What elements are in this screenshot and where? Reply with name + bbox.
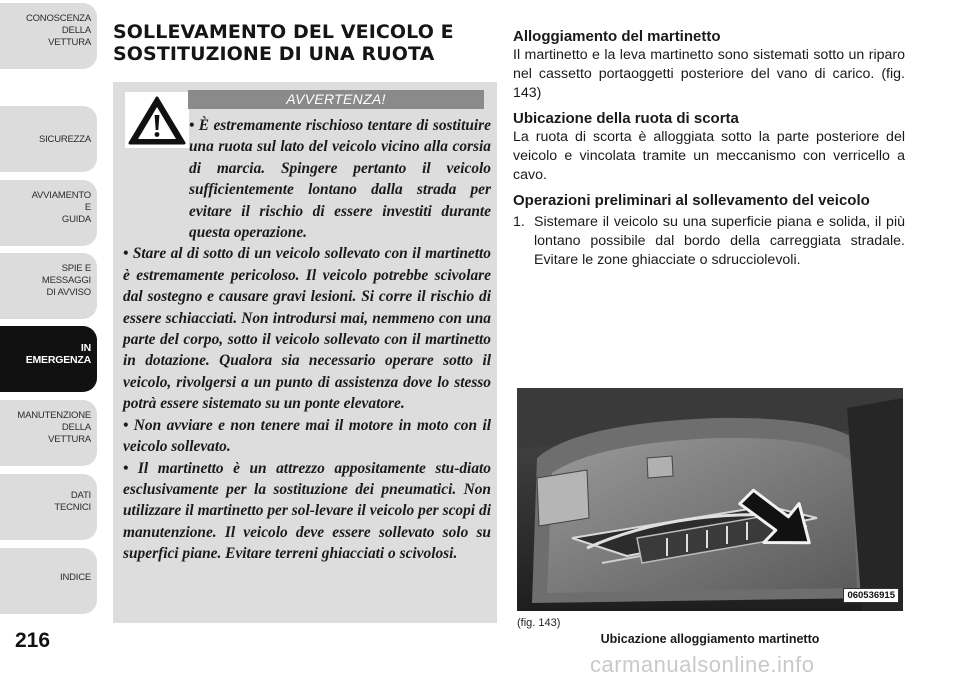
tab-label: E: [84, 202, 91, 213]
tab-label: MANUTENZIONE: [17, 410, 91, 421]
tab-label: CONOSCENZA: [25, 13, 91, 24]
tab-label: SPIE E: [61, 263, 91, 274]
tab-label: INDICE: [60, 572, 91, 583]
tab-dati-tecnici[interactable]: [0, 474, 97, 540]
tab-indice[interactable]: [0, 548, 97, 614]
tab-label: TECNICI: [54, 502, 91, 513]
tab-label: DATI: [70, 490, 91, 501]
warning-paragraph: [123, 115, 491, 243]
chapter-tabs: [0, 0, 100, 640]
tab-label: EMERGENZA: [25, 354, 91, 366]
figure-reference: (fig. 143): [517, 617, 561, 629]
tab-label: DELLA: [61, 422, 91, 433]
warning-box: [113, 82, 497, 623]
figure-code: 060536915: [843, 588, 899, 603]
tab-conoscenza-della-vettura[interactable]: [0, 3, 97, 69]
section-heading: Ubicazione della ruota di scorta: [513, 110, 739, 127]
step-text: Sistemare il veicolo su una superficie piana e solida, il più lontano possibile dal bordo della carreggiata stradale. Evitare le zone ghiacciate o sdrucciolevoli.: [534, 214, 905, 268]
tab-label: DELLA: [61, 25, 91, 36]
section-preliminary-operations: [513, 191, 905, 270]
warning-paragraph: • Stare al di sotto di un veicolo sollevato con il martinetto è estremamente pericoloso. Il veicolo potrebbe scivolare dal sostegno e causare gravi lesioni. Si corre il rischio di essere schiacciati. Non introdursi mai, nemmeno con una parte del corpo, sotto il veicolo sollevato con il martinetto in dotazione. Qualora sia necessario operare sotto il veicolo, rivolgersi a un punto di assistenza dove lo stesso potrà essere sistemato su un ponte elevatore.: [123, 245, 491, 413]
tab-sicurezza[interactable]: [0, 106, 97, 172]
section-title-line-1: SOLLEVAMENTO DEL VEICOLO E: [113, 21, 454, 43]
warning-paragraph: • Non avviare e non tenere mai il motore in moto con il veicolo sollevato.: [123, 416, 491, 456]
tab-label: VETTURA: [48, 37, 91, 48]
section-jack-location: [513, 27, 905, 103]
tab-label: IN: [80, 342, 91, 354]
figure-jack-storage-photo: [517, 388, 903, 611]
warning-paragraph: • Il martinetto è un attrezzo appositamente stu-diato esclusivamente per la sostituzione dei pneumatici. Non utilizzare il martinetto per sol-levare il veicolo per scopi di manutenzione. Il veicolo deve essere sollevato solo su superfici piane. Evitare terreni ghiacciati o scivolosi.: [123, 459, 491, 563]
section-title: [113, 21, 493, 65]
right-column: [513, 27, 905, 276]
tab-label: MESSAGGI: [41, 275, 91, 286]
tab-spie-e-messaggi-di-avviso[interactable]: [0, 253, 97, 319]
tab-label: SICUREZZA: [38, 134, 91, 145]
tab-in-emergenza[interactable]: [0, 326, 97, 392]
section-title-line-2: SOSTITUZIONE DI UNA RUOTA: [113, 43, 435, 65]
tab-label: GUIDA: [61, 214, 91, 225]
section-heading: Operazioni preliminari al sollevamento del veicolo: [513, 192, 870, 209]
warning-header: AVVERTENZA!: [188, 90, 484, 109]
figure-caption: Ubicazione alloggiamento martinetto: [600, 632, 820, 646]
steps-list: [513, 213, 905, 270]
watermark: carmanualsonline.info: [590, 652, 815, 677]
tab-label: VETTURA: [48, 434, 91, 445]
section-heading: Alloggiamento del martinetto: [513, 28, 721, 45]
list-item: [513, 213, 905, 270]
warning-text: [123, 115, 491, 565]
tab-avviamento-e-guida[interactable]: [0, 180, 97, 246]
section-spare-wheel-location: [513, 109, 905, 185]
section-body: La ruota di scorta è alloggiata sotto la parte posteriore del veicolo e vincolata tramite un meccanismo con verricello a cavo.: [513, 129, 905, 183]
cargo-compartment-illustration: [517, 388, 903, 611]
step-number: 1.: [513, 214, 525, 230]
tab-manutenzione-della-vettura[interactable]: [0, 400, 97, 466]
tab-label: DI AVVISO: [46, 287, 91, 298]
tab-label: AVVIAMENTO: [31, 190, 91, 201]
section-body: Il martinetto e la leva martinetto sono sistemati sotto un riparo nel cassetto portaoggetti posteriore del vano di carico. (fig. 143): [513, 47, 905, 101]
page-number: 216: [15, 629, 51, 652]
warning-paragraph-text: • È estremamente rischioso tentare di sostituire una ruota sul lato del veicolo vicino alla corsia di marcia. Spingere pertanto il veicolo sufficientemente lontano dalla strada per evitare il rischio di essere investiti durante questa operazione.: [189, 117, 491, 242]
